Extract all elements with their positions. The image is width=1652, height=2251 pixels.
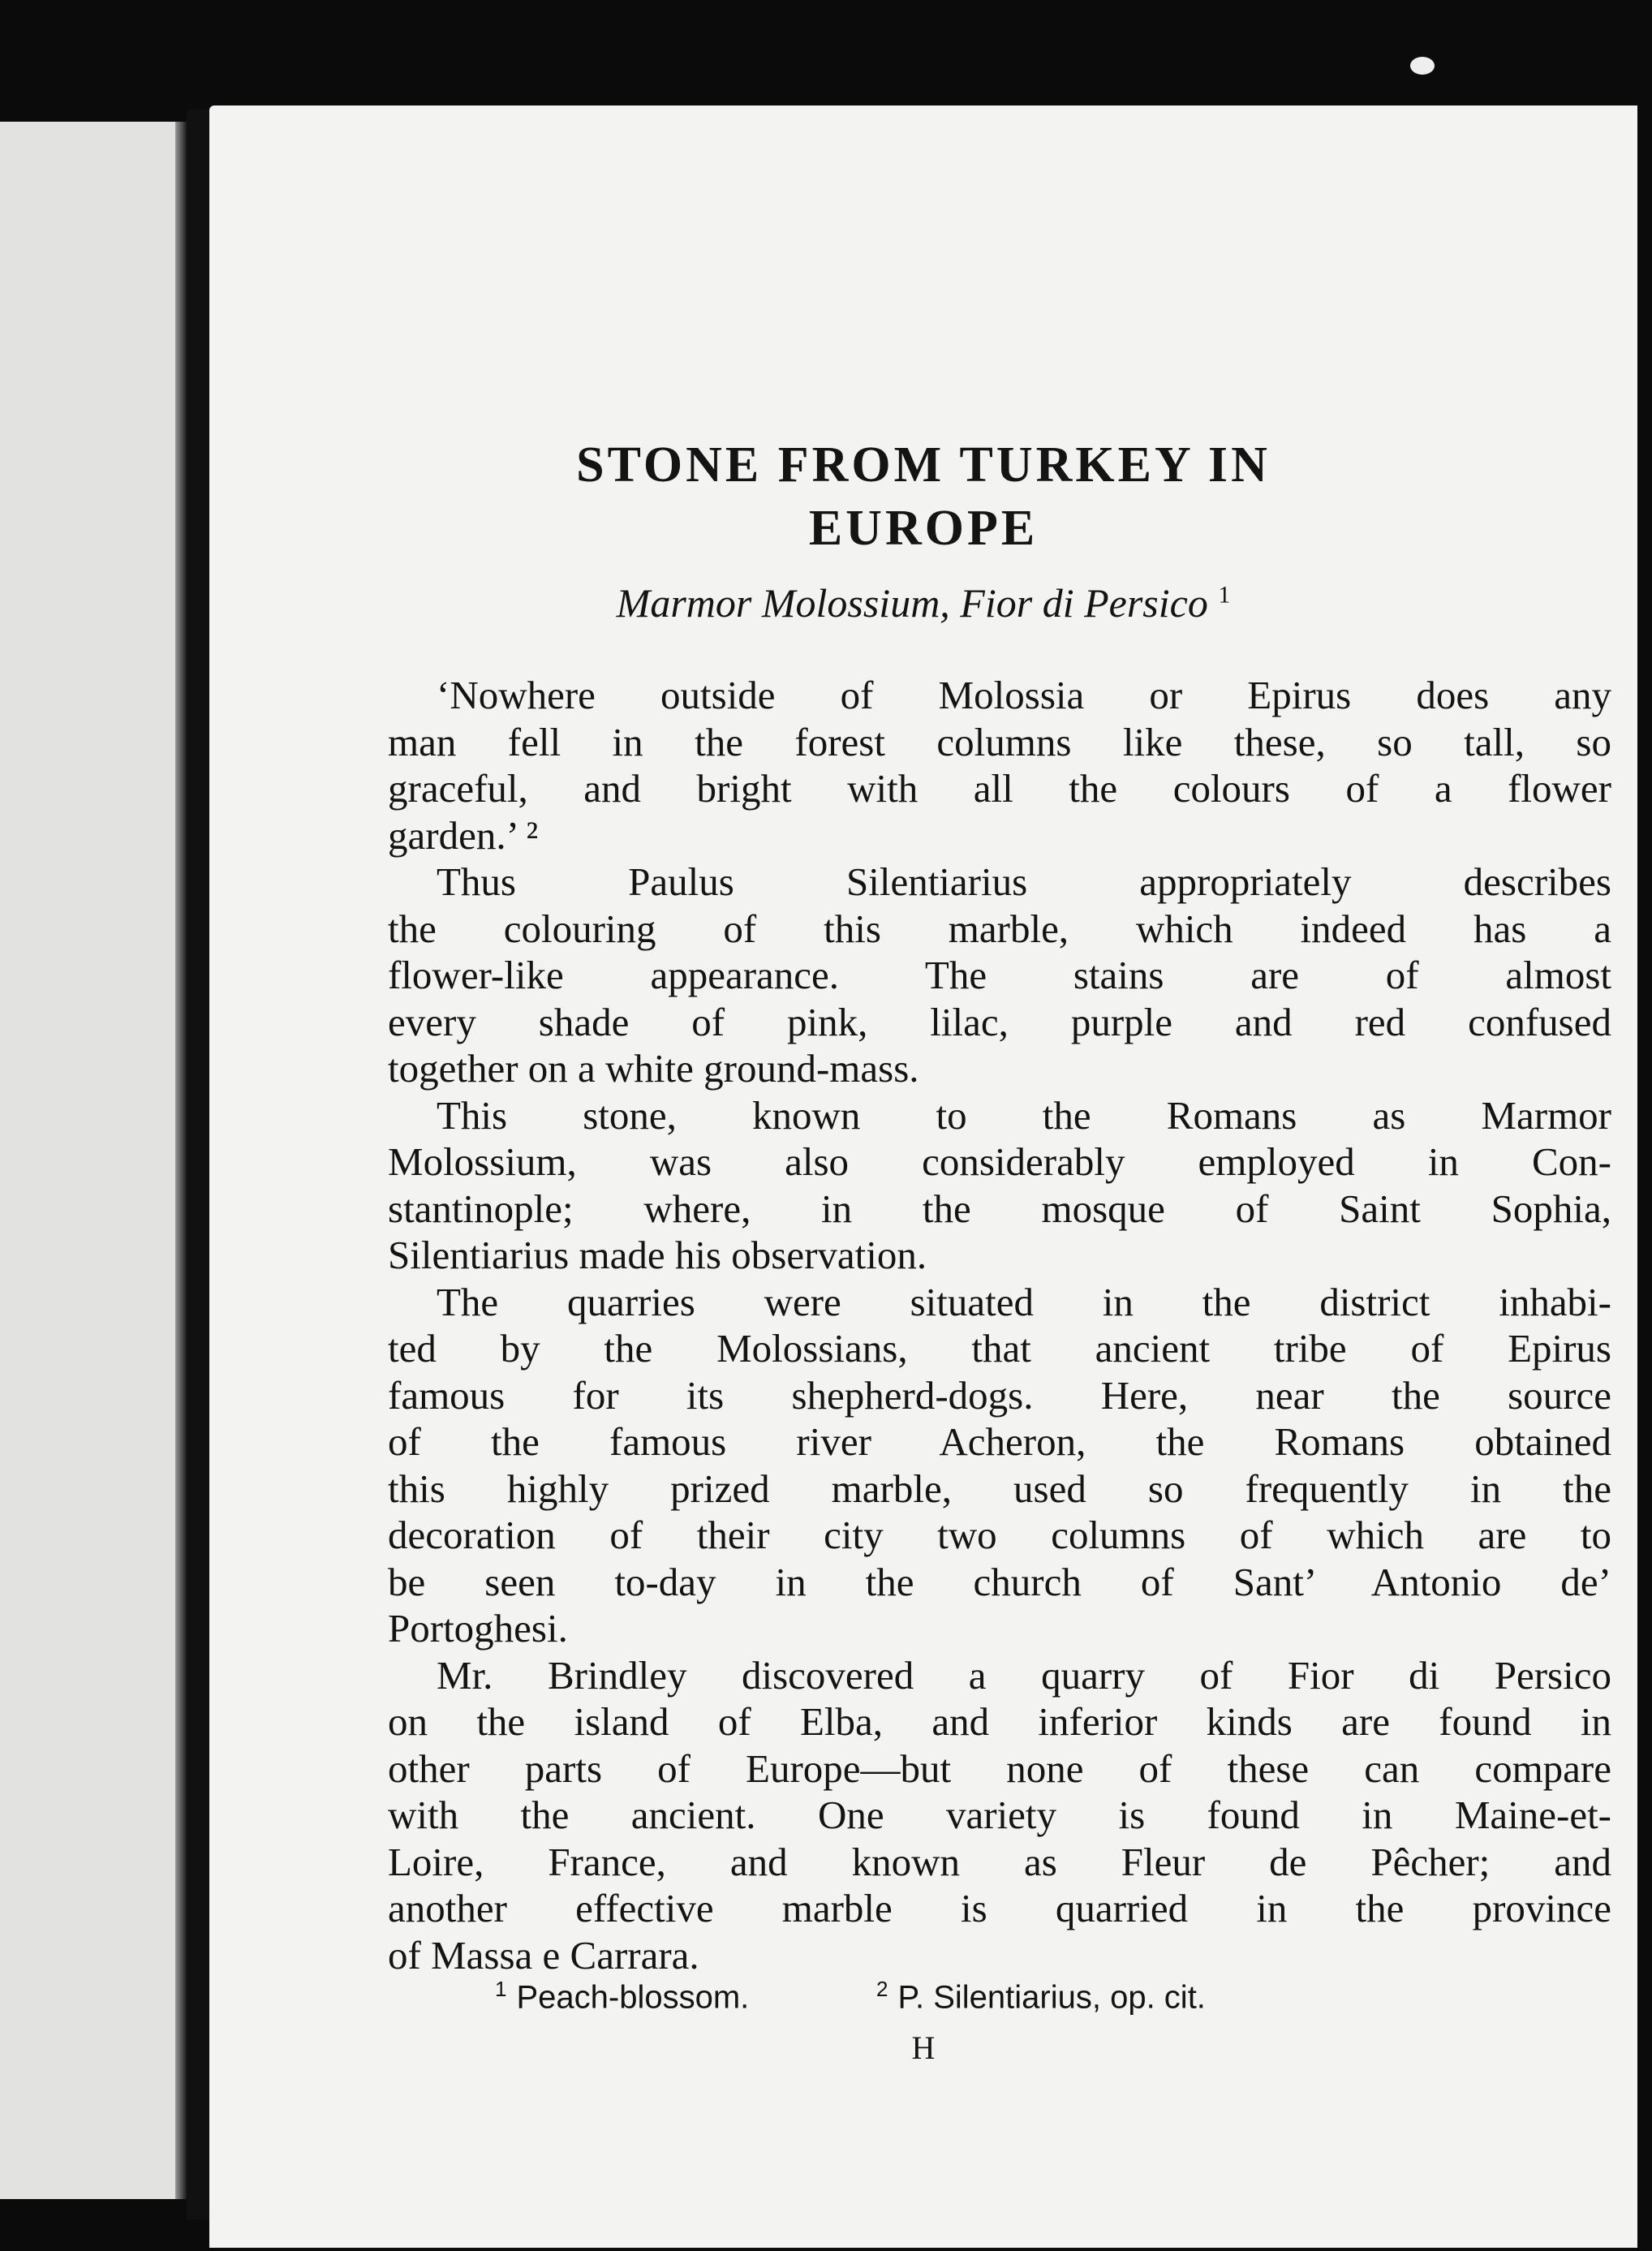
body-text bbox=[388, 672, 1611, 1978]
paragraph-line: Thus Paulus Silentiarius appropriately describes bbox=[437, 859, 1611, 904]
paragraph-line: with the ancient. One variety is found in Maine-et- bbox=[388, 1793, 1611, 1837]
footnote-2-text: P. Silentiarius, op. cit. bbox=[897, 1979, 1206, 2016]
chapter-title-line-2: EUROPE bbox=[808, 501, 1039, 556]
chapter-title-line-1: STONE FROM TURKEY IN bbox=[576, 437, 1271, 493]
footnote-1-text: Peach-blossom. bbox=[516, 1979, 750, 2016]
paragraph-line: stantinople; where, in the mosque of Saint Sophia, bbox=[388, 1186, 1611, 1231]
facing-page-edge bbox=[0, 122, 187, 2199]
footnote-2-mark: 2 bbox=[876, 1977, 888, 2001]
paragraph-line: Mr. Brindley discovered a quarry of Fior di Persico bbox=[437, 1652, 1611, 1698]
signature-mark: H bbox=[911, 2029, 936, 2066]
footnote-1-mark: 1 bbox=[495, 1977, 507, 2001]
paragraph-line: other parts of Europe—but none of these can compare bbox=[388, 1745, 1611, 1791]
paragraph-line: decoration of their city two columns of which are to bbox=[388, 1513, 1611, 1557]
paragraph-line: together on a white ground-mass. bbox=[388, 1046, 919, 1091]
quote-line: man fell in the forest columns like these, so tall, so bbox=[388, 719, 1611, 764]
paragraph-line: Loire, France, and known as Fleur de Pêcher; and bbox=[388, 1839, 1611, 1884]
paragraph-line: be seen to-day in the church of Sant’ Antonio de’ bbox=[388, 1559, 1611, 1604]
paragraph-line: this highly prized marble, used so frequently in the bbox=[388, 1466, 1611, 1511]
chapter-subtitle bbox=[209, 580, 1637, 626]
footnote-1 bbox=[495, 1977, 749, 2016]
paragraph-line: The quarries were situated in the district inhabi- bbox=[437, 1279, 1611, 1324]
quote-line: garden.’ ² bbox=[388, 812, 539, 858]
paragraph-line: the colouring of this marble, which indeed has a bbox=[388, 906, 1611, 951]
paragraph-line: of the famous river Acheron, the Romans obtained bbox=[388, 1419, 1611, 1464]
page-speck bbox=[1410, 57, 1435, 75]
paragraph-line: on the island of Elba, and inferior kinds are found in bbox=[388, 1699, 1611, 1744]
paragraph-line: Portoghesi. bbox=[388, 1606, 568, 1651]
quote-line: graceful, and bright with all the colours of a flower bbox=[388, 766, 1611, 811]
paragraph-line: Molossium, was also considerably employed in Con- bbox=[388, 1139, 1611, 1184]
book-page bbox=[209, 105, 1637, 2248]
paragraph-line: This stone, known to the Romans as Marmor bbox=[437, 1092, 1611, 1138]
paragraph-line: another effective marble is quarried in the province bbox=[388, 1886, 1611, 1930]
paragraph-line: every shade of pink, lilac, purple and red confused bbox=[388, 999, 1611, 1044]
quote-line: ‘Nowhere outside of Molossia or Epirus does any bbox=[437, 673, 1611, 717]
paragraph-line: flower-like appearance. The stains are of almost bbox=[388, 953, 1611, 997]
book-spine bbox=[187, 110, 211, 2219]
footnote-2 bbox=[876, 1977, 1206, 2016]
facing-page-gutter bbox=[175, 122, 187, 2199]
paragraph-line: of Massa e Carrara. bbox=[388, 1932, 699, 1978]
paragraph-line: Silentiarius made his observation. bbox=[388, 1233, 927, 1277]
subtitle-text: Marmor Molossium, Fior di Persico bbox=[616, 580, 1208, 626]
paragraph-line: ted by the Molossians, that ancient tribe of Epirus bbox=[388, 1326, 1611, 1371]
subtitle-footnote-ref: 1 bbox=[1218, 581, 1231, 609]
paragraph-line: famous for its shepherd-dogs. Here, near the source bbox=[388, 1372, 1611, 1418]
